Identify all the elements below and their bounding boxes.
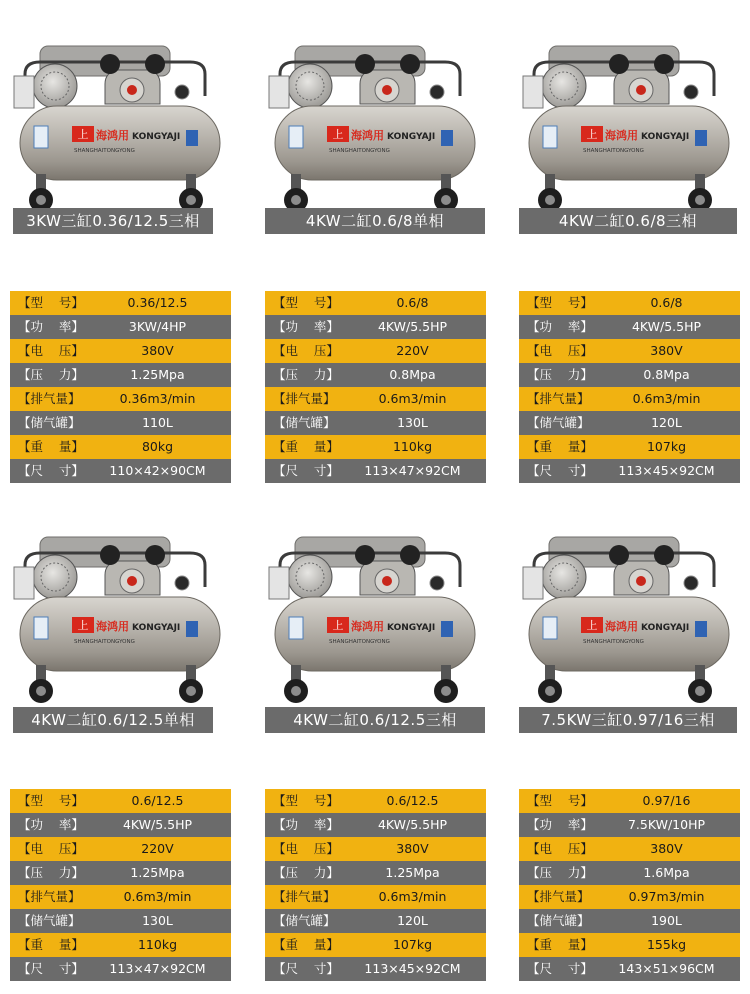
spec-row — [519, 813, 740, 837]
brand-sub-text: SHANGHAITONGYONG — [583, 639, 644, 645]
spec-value: 110kg — [137, 937, 178, 952]
spec-value: 113×45×92CM — [618, 463, 715, 478]
product-caption: 4KW二缸0.6/8三相 — [519, 208, 737, 234]
spec-label: 【型 号】 — [18, 793, 84, 808]
spec-label: 【储气罐】 — [18, 415, 81, 430]
spec-row — [10, 435, 231, 459]
spec-row — [519, 459, 740, 483]
air-compressor-illustration — [10, 525, 230, 715]
spec-value: 220V — [396, 343, 429, 358]
spec-label: 【功 率】 — [273, 817, 339, 832]
spec-row — [265, 291, 486, 315]
spec-value: 0.6/12.5 — [386, 793, 439, 808]
spec-value: 0.36/12.5 — [127, 295, 188, 310]
spec-label: 【重 量】 — [18, 439, 84, 454]
spec-row — [519, 933, 740, 957]
gauge-icon — [175, 85, 189, 99]
spec-table — [10, 789, 231, 981]
spec-value: 380V — [650, 841, 683, 856]
spec-value: 380V — [396, 841, 429, 856]
spec-value: 1.25Mpa — [130, 865, 185, 880]
spec-label: 【电 压】 — [273, 343, 339, 358]
spec-label: 【储气罐】 — [527, 415, 590, 430]
spec-value: 130L — [397, 415, 428, 430]
spec-value: 110kg — [392, 439, 433, 454]
spec-label: 【重 量】 — [527, 937, 593, 952]
spec-label: 【压 力】 — [527, 865, 593, 880]
spec-row — [265, 813, 486, 837]
spec-row — [265, 789, 486, 813]
spec-label: 【功 率】 — [273, 319, 339, 334]
brand-sub-text: SHANGHAITONGYONG — [74, 148, 135, 154]
spec-row — [519, 363, 740, 387]
spec-label: 【电 压】 — [273, 841, 339, 856]
spec-row — [519, 315, 740, 339]
spec-row — [10, 909, 231, 933]
spec-value: 120L — [651, 415, 682, 430]
brand-logo-text: 上 — [77, 128, 89, 141]
spec-row — [265, 885, 486, 909]
switch-box — [269, 76, 289, 108]
spec-value: 0.6m3/min — [378, 391, 447, 406]
spec-value: 155kg — [646, 937, 687, 952]
spec-value: 7.5KW/10HP — [627, 817, 706, 832]
gauge-icon — [430, 85, 444, 99]
spec-value: 4KW/5.5HP — [631, 319, 702, 334]
compressor-image — [10, 34, 230, 224]
gauge-icon — [684, 85, 698, 99]
spec-table — [10, 291, 231, 483]
spec-label: 【尺 寸】 — [527, 961, 593, 976]
spec-table — [265, 789, 486, 981]
spec-value: 1.25Mpa — [385, 865, 440, 880]
switch-box — [523, 567, 543, 599]
spec-row — [519, 339, 740, 363]
spec-label: 【压 力】 — [527, 367, 593, 382]
brand-en-text: KONGYAJI — [387, 132, 436, 142]
brand-sub-text: SHANGHAITONGYONG — [74, 639, 135, 645]
air-filter-icon — [654, 54, 674, 74]
compressor-image — [10, 525, 230, 715]
spec-value: 110L — [142, 415, 173, 430]
spec-label: 【型 号】 — [273, 793, 339, 808]
spec-row — [10, 885, 231, 909]
spec-label: 【功 率】 — [18, 319, 84, 334]
spec-label: 【排气量】 — [527, 391, 590, 406]
air-filter-icon — [609, 54, 629, 74]
spec-value: 0.6/8 — [650, 295, 683, 310]
spec-label: 【压 力】 — [18, 367, 84, 382]
brand-cn-text: 海鸿用 — [96, 620, 129, 633]
brand-logo-text: 上 — [332, 619, 344, 632]
spec-row — [519, 861, 740, 885]
spec-value: 0.36m3/min — [119, 391, 196, 406]
air-filter-icon — [609, 545, 629, 565]
spec-value: 1.6Mpa — [643, 865, 690, 880]
brand-logo-text: 上 — [586, 128, 598, 141]
spec-label: 【功 率】 — [527, 817, 593, 832]
motor — [288, 64, 332, 108]
compressor-image — [265, 34, 485, 224]
air-compressor-illustration — [265, 525, 485, 715]
product-card — [10, 525, 230, 729]
spec-row — [519, 837, 740, 861]
spec-value: 143×51×96CM — [618, 961, 715, 976]
air-compressor-illustration — [10, 34, 230, 224]
spec-label: 【功 率】 — [527, 319, 593, 334]
spec-label: 【尺 寸】 — [273, 463, 339, 478]
gauge-icon — [684, 576, 698, 590]
spec-row — [10, 339, 231, 363]
air-filter-icon — [400, 545, 420, 565]
spec-value: 120L — [397, 913, 428, 928]
product-card — [265, 34, 485, 230]
air-filter-icon — [145, 54, 165, 74]
spec-value: 190L — [651, 913, 682, 928]
spec-value: 3KW/4HP — [128, 319, 187, 334]
spec-row — [519, 411, 740, 435]
spec-label: 【电 压】 — [18, 343, 84, 358]
brand-en-text: KONGYAJI — [132, 132, 181, 142]
motor — [33, 64, 77, 108]
spec-row — [10, 459, 231, 483]
compressor-image — [519, 34, 739, 224]
motor — [542, 555, 586, 599]
spec-row — [10, 363, 231, 387]
brand-cn-text: 海鸿用 — [605, 620, 638, 633]
spec-table — [519, 291, 740, 483]
product-caption: 7.5KW三缸0.97/16三相 — [519, 707, 737, 733]
spec-table — [265, 291, 486, 483]
spec-value: 80kg — [141, 439, 174, 454]
product-caption: 4KW二缸0.6/12.5三相 — [265, 707, 485, 733]
spec-label: 【压 力】 — [273, 865, 339, 880]
spec-row — [10, 933, 231, 957]
spec-row — [265, 339, 486, 363]
spec-row — [10, 789, 231, 813]
product-card — [10, 34, 230, 230]
spec-label: 【尺 寸】 — [273, 961, 339, 976]
spec-value: 107kg — [392, 937, 433, 952]
spec-label: 【型 号】 — [527, 295, 593, 310]
brand-en-text: KONGYAJI — [387, 623, 436, 633]
spec-value: 0.6m3/min — [123, 889, 192, 904]
spec-row — [519, 789, 740, 813]
product-caption: 4KW二缸0.6/12.5单相 — [13, 707, 213, 733]
brand-logo-text: 上 — [77, 619, 89, 632]
spec-label: 【储气罐】 — [18, 913, 81, 928]
spec-label: 【电 压】 — [527, 841, 593, 856]
brand-cn-text: 海鸿用 — [351, 620, 384, 633]
spec-row — [519, 957, 740, 981]
spec-label: 【型 号】 — [273, 295, 339, 310]
product-card — [519, 34, 739, 230]
spec-value: 0.8Mpa — [643, 367, 690, 382]
spec-label: 【电 压】 — [18, 841, 84, 856]
brand-sub-text: SHANGHAITONGYONG — [583, 148, 644, 154]
spec-row — [265, 387, 486, 411]
spec-label: 【储气罐】 — [273, 415, 336, 430]
spec-label: 【电 压】 — [527, 343, 593, 358]
spec-row — [265, 411, 486, 435]
spec-label: 【尺 寸】 — [527, 463, 593, 478]
spec-value: 0.6m3/min — [378, 889, 447, 904]
spec-row — [10, 957, 231, 981]
spec-label: 【重 量】 — [273, 937, 339, 952]
spec-value: 4KW/5.5HP — [377, 817, 448, 832]
spec-label: 【排气量】 — [273, 889, 336, 904]
brand-en-text: KONGYAJI — [641, 132, 690, 142]
brand-cn-text: 海鸿用 — [96, 129, 129, 142]
spec-label: 【排气量】 — [527, 889, 590, 904]
spec-value: 1.25Mpa — [130, 367, 185, 382]
air-filter-icon — [100, 545, 120, 565]
gauge-icon — [175, 576, 189, 590]
air-filter-icon — [355, 545, 375, 565]
spec-value: 107kg — [646, 439, 687, 454]
spec-label: 【排气量】 — [273, 391, 336, 406]
spec-label: 【压 力】 — [18, 865, 84, 880]
spec-value: 113×47×92CM — [364, 463, 461, 478]
spec-label: 【尺 寸】 — [18, 463, 84, 478]
spec-label: 【储气罐】 — [527, 913, 590, 928]
air-compressor-illustration — [519, 34, 739, 224]
product-caption: 4KW二缸0.6/8单相 — [265, 208, 485, 234]
spec-row — [10, 291, 231, 315]
spec-row — [10, 315, 231, 339]
spec-value: 0.97m3/min — [628, 889, 705, 904]
motor — [33, 555, 77, 599]
brand-logo-text: 上 — [586, 619, 598, 632]
brand-sub-text: SHANGHAITONGYONG — [329, 639, 390, 645]
brand-sub-text: SHANGHAITONGYONG — [329, 148, 390, 154]
spec-row — [10, 837, 231, 861]
spec-value: 0.6/8 — [396, 295, 429, 310]
spec-value: 4KW/5.5HP — [377, 319, 448, 334]
brand-logo-text: 上 — [332, 128, 344, 141]
product-card — [519, 525, 739, 729]
spec-row — [265, 315, 486, 339]
switch-box — [14, 567, 34, 599]
spec-label: 【储气罐】 — [273, 913, 336, 928]
spec-value: 0.8Mpa — [389, 367, 436, 382]
spec-value: 220V — [141, 841, 174, 856]
spec-row — [265, 837, 486, 861]
spec-value: 380V — [650, 343, 683, 358]
air-filter-icon — [100, 54, 120, 74]
spec-value: 113×45×92CM — [364, 961, 461, 976]
spec-row — [10, 411, 231, 435]
spec-value: 113×47×92CM — [109, 961, 206, 976]
air-filter-icon — [355, 54, 375, 74]
spec-label: 【压 力】 — [273, 367, 339, 382]
spec-row — [265, 459, 486, 483]
compressor-image — [519, 525, 739, 715]
switch-box — [269, 567, 289, 599]
motor — [288, 555, 332, 599]
air-compressor-illustration — [265, 34, 485, 224]
spec-row — [265, 363, 486, 387]
spec-row — [519, 885, 740, 909]
spec-label: 【重 量】 — [18, 937, 84, 952]
spec-value: 110×42×90CM — [109, 463, 206, 478]
spec-value: 380V — [141, 343, 174, 358]
spec-row — [519, 909, 740, 933]
switch-box — [14, 76, 34, 108]
spec-value: 0.6m3/min — [632, 391, 701, 406]
spec-label: 【重 量】 — [273, 439, 339, 454]
spec-row — [265, 957, 486, 981]
spec-row — [519, 291, 740, 315]
air-compressor-illustration — [519, 525, 739, 715]
spec-row — [265, 909, 486, 933]
spec-label: 【型 号】 — [18, 295, 84, 310]
spec-table — [519, 789, 740, 981]
spec-value: 0.97/16 — [642, 793, 691, 808]
spec-row — [10, 813, 231, 837]
compressor-image — [265, 525, 485, 715]
spec-row — [519, 435, 740, 459]
spec-label: 【尺 寸】 — [18, 961, 84, 976]
spec-value: 4KW/5.5HP — [122, 817, 193, 832]
motor — [542, 64, 586, 108]
spec-label: 【排气量】 — [18, 889, 81, 904]
gauge-icon — [430, 576, 444, 590]
spec-row — [265, 861, 486, 885]
air-filter-icon — [145, 545, 165, 565]
spec-value: 130L — [142, 913, 173, 928]
spec-row — [10, 861, 231, 885]
brand-en-text: KONGYAJI — [132, 623, 181, 633]
spec-row — [265, 435, 486, 459]
air-filter-icon — [400, 54, 420, 74]
switch-box — [523, 76, 543, 108]
brand-cn-text: 海鸿用 — [351, 129, 384, 142]
spec-row — [265, 933, 486, 957]
spec-value: 0.6/12.5 — [131, 793, 184, 808]
product-card — [265, 525, 485, 729]
spec-label: 【型 号】 — [527, 793, 593, 808]
air-filter-icon — [654, 545, 674, 565]
spec-label: 【重 量】 — [527, 439, 593, 454]
brand-en-text: KONGYAJI — [641, 623, 690, 633]
spec-label: 【排气量】 — [18, 391, 81, 406]
spec-row — [10, 387, 231, 411]
spec-label: 【功 率】 — [18, 817, 84, 832]
spec-row — [519, 387, 740, 411]
brand-cn-text: 海鸿用 — [605, 129, 638, 142]
product-caption: 3KW三缸0.36/12.5三相 — [13, 208, 213, 234]
